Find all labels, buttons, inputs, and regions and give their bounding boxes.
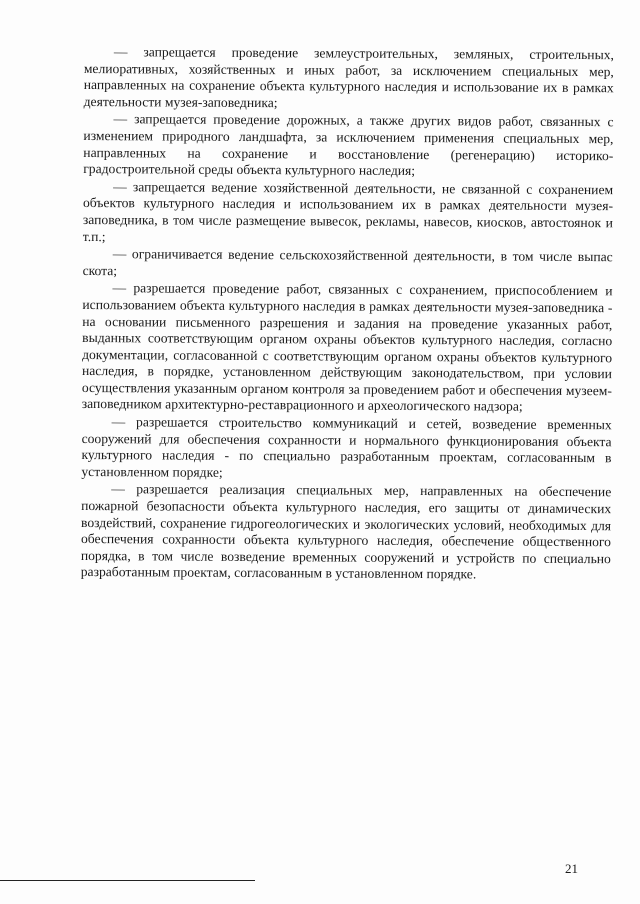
paragraph-limit-agriculture: — ограничивается ведение сельскохозяйственной деятельности, в том числе выпас скота;: [82, 246, 613, 278]
paragraph-prohibit-road-works: — запрещается проведение дорожных, а также других видов работ, связанных с изменением природного ландшафта, за исключением применения специальных мер, направленных на сохранение и восстановление (регенерацию) историко-градостроительной среды объекта культурного наследия;: [83, 111, 614, 179]
paragraph-allow-safety-measures: — разрешается реализация специальных мер, направленных на обеспечение пожарной безопасности объекта культурного наследия, его защиты от динамических воздействий, сохранение гидрогеологических и экологических условий, необходимых для обеспечения сохранности объекта культурного наследия, обеспечение общественного порядка, в том числе возведение временных сооружений и устройств по специально разработанным проектам, согласованным в установленном порядке.: [80, 481, 612, 582]
document-body: [81, 44, 614, 585]
footer-divider: [0, 880, 255, 881]
paragraph-allow-utilities-construction: — разрешается строительство коммуникаций и сетей, возведение временных сооружений для обеспечения сохранности и нормального функционирования объекта культурного наследия - по специально разработанным проектам, согласованным в установленном порядке;: [81, 414, 612, 480]
paragraph-allow-preservation-works: — разрешается проведение работ, связанных с сохранением, приспособлением и использованием объекта культурного наследия в рамках деятельности музея-заповедника - на основании письменного разрешения и задания на проведение указанных работ, выданных соответствующим органом охраны объектов культурного наследия, согласно документации, согласованной с соответствующим органом охраны объектов культурного наследия, в порядке, установленном действующим законодательством, при условии осуществления указанным органом контроля за проведением работ и обеспечения музеем-заповедником архитектурно-реставрационного и археологического надзора;: [81, 280, 613, 415]
page-number: 21: [565, 861, 578, 876]
paragraph-prohibit-earthworks: — запрещается проведение землеустроительных, земляных, строительных, мелиоративных, хозяйственных и иных работ, за исключением специальных мер, направленных на сохранение объекта культурного наследия и использование их в рамках деятельности музея-заповедника;: [83, 44, 614, 110]
paragraph-prohibit-economic-activity: — запрещается ведение хозяйственной деятельности, не связанной с сохранением объектов культурного наследия и использованием их в рамках деятельности музея-заповедника, в том числе размещение вывесок, рекламы, навесов, киосков, автостоянок и т.п.;: [82, 178, 614, 244]
